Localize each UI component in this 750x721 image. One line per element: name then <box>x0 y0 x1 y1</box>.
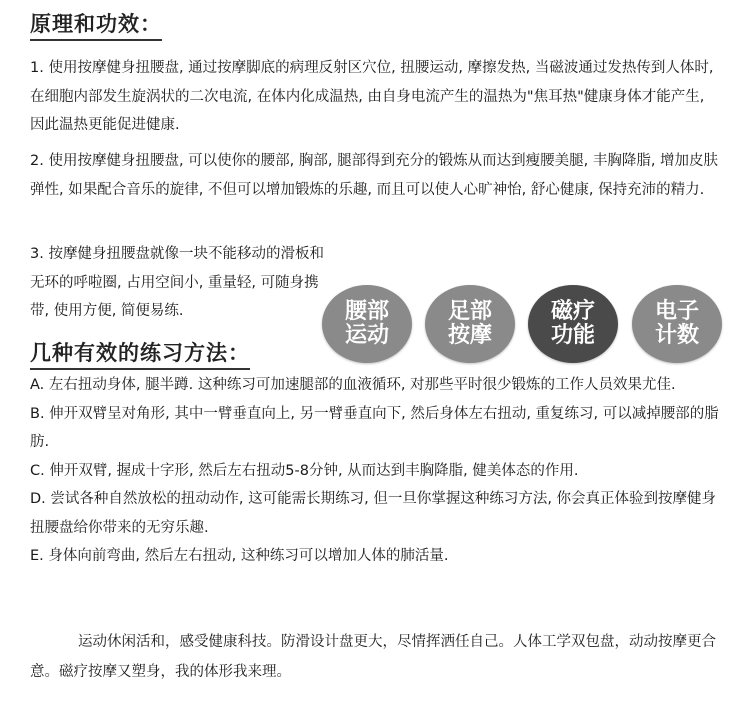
method-item-c: C. 伸开双臂, 握成十字形, 然后左右扭动5-8分钟, 从而达到丰胸降脂, 健美体态的作用. <box>30 462 579 479</box>
feature-badges <box>322 285 732 365</box>
badge-electronic-counter: 电子 计数 <box>632 285 722 363</box>
badge-foot-massage: 足部 按摩 <box>425 285 515 363</box>
principle-heading: 原理和功效： <box>30 8 162 41</box>
method-item-a: A. 左右扭动身体, 腿半蹲. 这种练习可加速腿部的血液循环, 对那些平时很少锻炼的工作人员效果尤佳. <box>30 377 676 393</box>
principle-paragraph-3: 3. 按摩健身扭腰盘就像一块不能移动的滑板和无环的呼啦圈, 占用空间小, 重量轻, 可随身携带, 使用方便, 简便易练. <box>30 246 324 319</box>
principle-paragraph-1: 1. 使用按摩健身扭腰盘, 通过按摩脚底的病理反射区穴位, 扭腰运动, 摩擦发热, 当磁波通过发热传到人体时, 在细胞内部发生旋涡状的二次电流, 在体内化成温热, 由自身电流产生的温热为"焦耳热"健康身体才能产生, 因此温热更能促进健康. <box>30 60 714 133</box>
badge-magnetic-therapy: 磁疗 功能 <box>528 285 618 363</box>
badge-waist-exercise: 腰部 运动 <box>322 285 412 363</box>
methods-list <box>30 371 722 571</box>
method-item-e: E. 身体向前弯曲, 然后左右扭动, 这种练习可以增加人体的肺活量. <box>30 548 449 564</box>
principle-paragraph-2: 2. 使用按摩健身扭腰盘, 可以使你的腰部, 胸部, 腿部得到充分的锻炼从而达到瘦腰美腿, 丰胸降脂, 增加皮肤弹性, 如果配合音乐的旋律, 不但可以增加锻炼的乐趣, 而且可以使人心旷神怡, 舒心健康, 保持充沛的精力. <box>30 153 719 198</box>
closing-slogan: 运动休闲活和，感受健康科技。防滑设计盘更大，尽情挥洒任自己。人体工学双包盘，动动按摩更合意。磁疗按摩又塑身，我的体形我来理。 <box>30 634 716 680</box>
method-item-d: D. 尝试各种自然放松的扭动动作, 这可能需长期练习, 但一旦你掌握这种练习方法, 你会真正体验到按摩健身扭腰盘给你带来的无穷乐趣. <box>30 491 717 536</box>
method-item-b: B. 伸开双臂呈对角形, 其中一臂垂直向上, 另一臂垂直向下, 然后身体左右扭动, 重复练习, 可以减掉腰部的脂肪. <box>30 405 719 450</box>
methods-heading: 几种有效的练习方法： <box>30 337 250 370</box>
